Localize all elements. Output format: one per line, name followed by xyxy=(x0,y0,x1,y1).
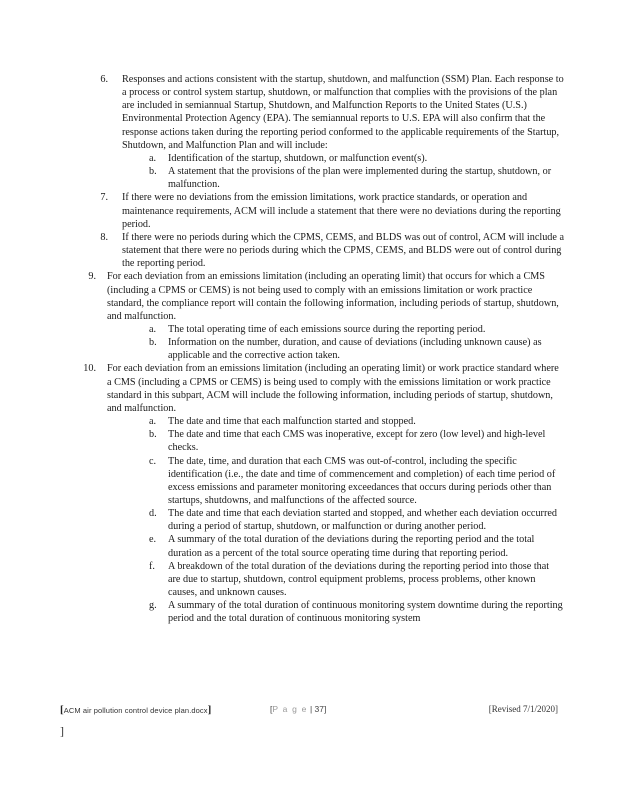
footer-open-bracket: [ xyxy=(60,704,64,716)
footer-page-number xyxy=(270,704,326,714)
list-item-7 xyxy=(94,191,564,230)
footer-filename xyxy=(60,704,211,716)
footer-revision: [Revised 7/1/2020] xyxy=(488,704,558,714)
sub-item-10b xyxy=(149,428,564,454)
sub-item-10g xyxy=(149,599,564,625)
list-item-text: For each deviation from an emissions limitation (including an operating limit) or work practice standard where a CMS (including a CPMS or CEMS) is being used to comply with the emissions limitation or work practice standard in this subpart, ACM will include the following information, including periods of startup, shutdown, and malfunction. xyxy=(107,363,559,414)
sub-item-10d xyxy=(149,507,564,533)
footer-page-suffix: ] xyxy=(324,704,327,714)
sub-item-letter: a. xyxy=(149,416,157,428)
list-item-number: 6. xyxy=(100,74,108,85)
sub-item-text: Information on the number, duration, and cause of deviations (including unknown cause) as applicable and the corrective action taken. xyxy=(168,337,542,362)
sub-item-text: A statement that the provisions of the plan were implemented during the startup, shutdown, or malfunction. xyxy=(168,166,552,191)
list-item-text: If there were no deviations from the emission limitations, work practice standards, or operation and maintenance requirements, ACM will include a statement that there were no deviations during the reporting period. xyxy=(122,192,561,230)
sub-item-10e xyxy=(149,533,564,559)
footer-page-prefix: [ xyxy=(270,704,273,714)
list-item-text: If there were no periods during which the CPMS, CEMS, and BLDS was out of control, ACM will include a statement that there were no periods during which the CPMS, CEMS, and BLDS were out of control during the reporting period. xyxy=(122,231,564,270)
list-item-10 xyxy=(83,362,564,415)
page-footer xyxy=(60,704,558,718)
list-item-number: 9. xyxy=(88,271,96,283)
list-item-9 xyxy=(88,270,564,323)
list-item-8 xyxy=(94,231,564,270)
sub-item-10a xyxy=(149,415,564,428)
stray-bracket: ] xyxy=(60,724,64,738)
sub-item-text: Identification of the startup, shutdown, or malfunction event(s). xyxy=(168,152,428,164)
sub-item-10c xyxy=(149,455,564,508)
sub-item-9b xyxy=(149,336,564,362)
sub-item-letter: c. xyxy=(149,455,157,467)
list-item-number: 8. xyxy=(100,231,108,243)
sub-item-10f xyxy=(149,560,564,599)
sub-item-6b xyxy=(149,165,564,191)
sub-item-9a xyxy=(149,323,564,336)
footer-page-separator: | xyxy=(309,704,313,714)
sub-item-text: The date and time that each deviation started and stopped, and whether each deviation occurred during a period of startup, shutdown, or malfunction or during another period. xyxy=(168,508,557,533)
document-body xyxy=(83,73,564,626)
sub-item-letter: e. xyxy=(149,534,157,546)
sub-item-text: The date, time, and duration that each CMS was out-of-control, including the specific identification (i.e., the date and time of commencement and completion) of each time period of excess emissions and parameter monitoring exceedances that occurs during periods other than startups, shutdowns, and malfunctions of the affected source. xyxy=(168,455,556,506)
list-item-number: 7. xyxy=(100,192,108,204)
sub-item-letter: b. xyxy=(149,166,157,178)
sub-item-letter: a. xyxy=(149,152,157,164)
footer-filename-text: ACM air pollution control device plan.docx xyxy=(63,706,208,715)
sub-item-letter: a. xyxy=(149,323,157,335)
sub-item-letter: d. xyxy=(149,508,157,520)
footer-close-bracket: ] xyxy=(207,704,212,716)
sub-item-letter: f. xyxy=(149,560,155,572)
list-item-text: For each deviation from an emissions limitation (including an operating limit) that occurs for which a CMS (including a CPMS or CEMS) is not being used to comply with an emissions limitation or work practice standard, the compliance report will contain the following information, including periods of startup, shutdown, and malfunction. xyxy=(107,271,559,322)
sub-item-6a xyxy=(149,152,564,165)
sub-item-text: A summary of the total duration of continuous monitoring system downtime during the reporting period and the total duration of continuous monitoring system xyxy=(168,600,563,625)
footer-page-word: P a g e xyxy=(272,704,308,714)
list-item-6 xyxy=(94,73,564,152)
sub-item-letter: b. xyxy=(149,429,157,441)
footer-page-value: 37 xyxy=(314,704,324,714)
sub-item-text: A breakdown of the total duration of the deviations during the reporting period into those that are due to startup, shutdown, control equipment problems, process problems, other known causes, and unknown causes. xyxy=(168,560,550,599)
sub-item-text: A summary of the total duration of the deviations during the reporting period and the total duration as a percent of the total source operating time during that reporting period. xyxy=(168,534,535,559)
list-item-number: 10. xyxy=(83,363,96,375)
list-item-text: Responses and actions consistent with the startup, shutdown, and malfunction (SSM) Plan. Each response to a process or control system startup, shutdown, or malfunction that complies with the provisions of the plan are included in semiannual Startup, Shutdown, and Malfunction Reports to the United States (U.S.) Environmental Protection Agency (EPA). The semiannual reports to U.S. EPA will also confirm that the response actions taken during the reporting period conformed to the applicable requirements of the Startup, Shutdown, and Malfunction Plan and will include: xyxy=(122,74,564,151)
sub-item-letter: g. xyxy=(149,600,157,612)
sub-item-text: The total operating time of each emissions source during the reporting period. xyxy=(168,323,486,335)
sub-item-text: The date and time that each malfunction started and stopped. xyxy=(168,416,416,428)
sub-item-letter: b. xyxy=(149,337,157,349)
sub-item-text: The date and time that each CMS was inoperative, except for zero (low level) and high-level checks. xyxy=(168,429,546,454)
